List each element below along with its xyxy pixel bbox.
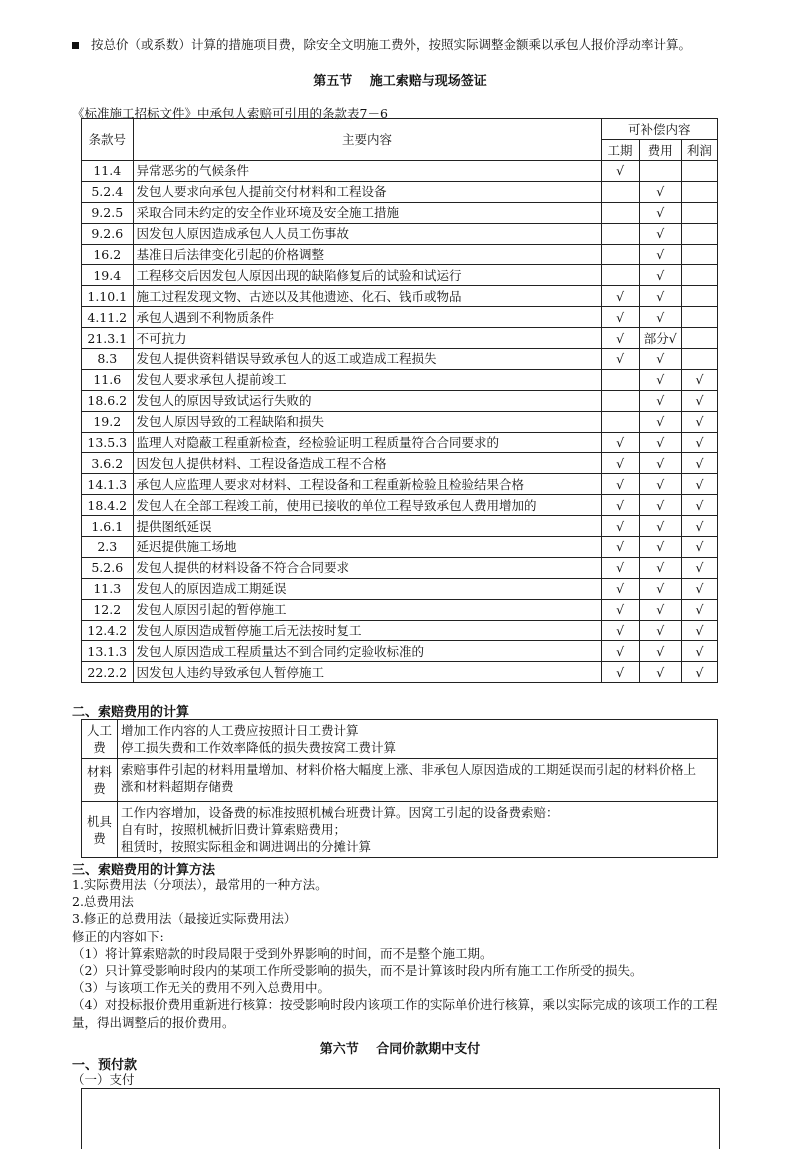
table-row <box>82 286 718 307</box>
table-row <box>82 349 718 370</box>
method-line: 3.修正的总费用法（最接近实际费用法） <box>72 911 297 927</box>
table-row <box>82 620 718 641</box>
table-row <box>82 181 718 202</box>
period-mark: √ <box>601 453 639 474</box>
continued-table-frame <box>81 1088 720 1149</box>
profit-mark: √ <box>681 557 717 578</box>
profit-mark: √ <box>681 537 717 558</box>
profit-mark: √ <box>681 411 717 432</box>
period-mark <box>601 369 639 390</box>
cost-line: 增加工作内容的人工费应按照计日工费计算 <box>121 723 359 738</box>
profit-mark: √ <box>681 453 717 474</box>
cost-mark: √ <box>639 516 681 537</box>
method-line: （1）将计算索赔款的时段局限于受到外界影响的时间，而不是整个施工期。 <box>72 945 493 961</box>
clause-number: 18.4.2 <box>82 495 134 516</box>
cost-label-bottom: 费 <box>93 781 106 796</box>
clause-number: 22.2.2 <box>82 662 134 683</box>
clause-content: 施工过程发现文物、古迹以及其他遗迹、化石、钱币或物品 <box>133 286 601 307</box>
table-row <box>82 369 718 390</box>
clause-content: 发包人提供资料错误导致承包人的返工或造成工程损失 <box>133 349 601 370</box>
table-row <box>82 202 718 223</box>
table-row <box>82 223 718 244</box>
clause-number: 13.5.3 <box>82 432 134 453</box>
clause-content: 不可抗力 <box>133 328 601 349</box>
section-two-title: 二、索赔费用的计算 <box>72 705 190 720</box>
period-mark <box>601 244 639 265</box>
cost-line: 涨和材料超期存储费 <box>121 779 234 794</box>
clause-number: 5.2.4 <box>82 181 134 202</box>
profit-mark: √ <box>681 432 717 453</box>
method-line: （4）对投标报价费用重新进行核算：按受影响时段内该项工作的实际单价进行核算，乘以实际完成的该项工作的工程 <box>72 997 718 1013</box>
table-row <box>82 411 718 432</box>
clause-number: 14.1.3 <box>82 474 134 495</box>
clause-content: 因发包人违约导致承包人暂停施工 <box>133 662 601 683</box>
cost-mark: √ <box>639 390 681 411</box>
profit-mark <box>681 286 717 307</box>
cost-label-bottom: 费 <box>93 740 106 755</box>
period-mark: √ <box>601 599 639 620</box>
header-profit: 利润 <box>681 140 717 161</box>
table-caption: 《标准施工招标文件》中承包人索赔可引用的条款表7－6 <box>72 106 388 121</box>
period-mark: √ <box>601 537 639 558</box>
cost-mark: √ <box>639 453 681 474</box>
clause-number: 21.3.1 <box>82 328 134 349</box>
profit-mark: √ <box>681 390 717 411</box>
cost-description <box>118 759 718 802</box>
clause-number: 11.3 <box>82 578 134 599</box>
intro-bullet: 按总价（或系数）计算的措施项目费，除安全文明施工费外，按照实际调整金额乘以承包人报价浮动率计算。 <box>72 36 772 54</box>
section6-title: 第六节 合同价款期中支付 <box>319 1042 481 1057</box>
clause-number: 12.2 <box>82 599 134 620</box>
table-row <box>82 662 718 683</box>
cost-label <box>82 720 118 759</box>
cost-mark: √ <box>639 432 681 453</box>
period-mark <box>601 223 639 244</box>
cost-mark: √ <box>639 223 681 244</box>
clause-number: 16.2 <box>82 244 134 265</box>
profit-mark <box>681 349 717 370</box>
period-mark <box>601 202 639 223</box>
clause-number: 5.2.6 <box>82 557 134 578</box>
profit-mark: √ <box>681 620 717 641</box>
header-compensable: 可补偿内容 <box>601 119 718 140</box>
clause-content: 发包人的原因导致试运行失败的 <box>133 390 601 411</box>
profit-mark: √ <box>681 578 717 599</box>
cost-mark: √ <box>639 599 681 620</box>
section-three-title: 三、索赔费用的计算方法 <box>72 863 216 878</box>
table-row <box>82 244 718 265</box>
method-line: 2.总费用法 <box>72 894 134 910</box>
method-line: （3）与该项工作无关的费用不列入总费用中。 <box>72 980 330 996</box>
clause-number: 9.2.6 <box>82 223 134 244</box>
cost-mark: √ <box>639 181 681 202</box>
clause-number: 19.2 <box>82 411 134 432</box>
clause-content: 基准日后法律变化引起的价格调整 <box>133 244 601 265</box>
clause-content: 监理人对隐蔽工程重新检查，经检验证明工程质量符合合同要求的 <box>133 432 601 453</box>
period-mark: √ <box>601 328 639 349</box>
cost-label-bottom: 费 <box>93 830 106 846</box>
method-line: 量，得出调整后的报价费用。 <box>72 1014 235 1030</box>
table-row <box>82 390 718 411</box>
clause-content: 工程移交后因发包人原因出现的缺陷修复后的试验和试运行 <box>133 265 601 286</box>
table-row <box>82 537 718 558</box>
cost-mark: √ <box>639 286 681 307</box>
table-row <box>82 557 718 578</box>
cost-row <box>82 720 718 759</box>
profit-mark: √ <box>681 495 717 516</box>
claims-table <box>81 118 718 683</box>
period-mark: √ <box>601 161 639 182</box>
table-row <box>82 432 718 453</box>
period-mark <box>601 265 639 286</box>
cost-row <box>82 759 718 802</box>
cost-label <box>82 802 118 858</box>
cost-mark: √ <box>639 202 681 223</box>
table-row <box>82 265 718 286</box>
method-line: （2）只计算受影响时段内的某项工作所受影响的损失，而不是计算该时段内所有施工工作所受的损失。 <box>72 963 643 979</box>
clause-content: 延迟提供施工场地 <box>133 537 601 558</box>
cost-mark: √ <box>639 349 681 370</box>
cost-mark: √ <box>639 557 681 578</box>
clause-number: 9.2.5 <box>82 202 134 223</box>
table-row <box>82 578 718 599</box>
cost-label <box>82 759 118 802</box>
profit-mark <box>681 181 717 202</box>
cost-mark: √ <box>639 265 681 286</box>
period-mark: √ <box>601 578 639 599</box>
clause-content: 发包人原因造成暂停施工后无法按时复工 <box>133 620 601 641</box>
period-mark: √ <box>601 662 639 683</box>
clause-content: 采取合同未约定的安全作业环境及安全施工措施 <box>133 202 601 223</box>
period-mark: √ <box>601 432 639 453</box>
clause-content: 发包人要求向承包人提前交付材料和工程设备 <box>133 181 601 202</box>
clause-number: 13.1.3 <box>82 641 134 662</box>
clause-content: 发包人原因引起的暂停施工 <box>133 599 601 620</box>
cost-mark <box>639 161 681 182</box>
header-period: 工期 <box>601 140 639 161</box>
clause-number: 1.10.1 <box>82 286 134 307</box>
clause-content: 因发包人原因造成承包人人员工伤事故 <box>133 223 601 244</box>
cost-table <box>81 719 718 858</box>
period-mark: √ <box>601 474 639 495</box>
cost-label-top: 机具 <box>86 813 112 829</box>
clause-number: 2.3 <box>82 537 134 558</box>
prepay-sub: （一）支付 <box>72 1072 135 1087</box>
cost-line: 工作内容增加，设备费的标准按照机械台班费计算。因窝工引起的设备费索赔： <box>121 805 559 820</box>
table-row <box>82 495 718 516</box>
period-mark: √ <box>601 286 639 307</box>
cost-mark: √ <box>639 474 681 495</box>
bullet-square-icon <box>72 42 79 49</box>
period-mark <box>601 390 639 411</box>
clause-number: 19.4 <box>82 265 134 286</box>
method-line: 1.实际费用法（分项法），最常用的一种方法。 <box>72 877 328 892</box>
cost-mark: √ <box>639 537 681 558</box>
clause-number: 3.6.2 <box>82 453 134 474</box>
cost-label-top: 人工 <box>86 723 112 738</box>
profit-mark <box>681 202 717 223</box>
clause-content: 承包人应监理人要求对材料、工程设备和工程重新检验且检验结果合格 <box>133 474 601 495</box>
profit-mark <box>681 244 717 265</box>
clause-number: 12.4.2 <box>82 620 134 641</box>
cost-mark: √ <box>639 307 681 328</box>
cost-line: 索赔事件引起的材料用量增加、材料价格大幅度上涨、非承包人原因造成的工期延误而引起的材料价格上 <box>121 762 697 777</box>
period-mark: √ <box>601 641 639 662</box>
table-row <box>82 161 718 182</box>
period-mark: √ <box>601 620 639 641</box>
clause-number: 11.6 <box>82 369 134 390</box>
clause-content: 提供图纸延误 <box>133 516 601 537</box>
clause-content: 发包人要求承包人提前竣工 <box>133 369 601 390</box>
profit-mark: √ <box>681 599 717 620</box>
period-mark <box>601 181 639 202</box>
profit-mark <box>681 223 717 244</box>
profit-mark <box>681 307 717 328</box>
profit-mark: √ <box>681 474 717 495</box>
cost-line: 停工损失费和工作效率降低的损失费按窝工费计算 <box>121 740 397 755</box>
header-content: 主要内容 <box>133 119 601 161</box>
cost-mark: 部分√ <box>639 328 681 349</box>
cost-mark: √ <box>639 244 681 265</box>
methods-list <box>72 876 772 1031</box>
table-row <box>82 641 718 662</box>
period-mark: √ <box>601 349 639 370</box>
clause-number: 11.4 <box>82 161 134 182</box>
cost-mark: √ <box>639 620 681 641</box>
table-row <box>82 307 718 328</box>
table-row <box>82 474 718 495</box>
period-mark <box>601 411 639 432</box>
clause-content: 异常恶劣的气候条件 <box>133 161 601 182</box>
period-mark: √ <box>601 557 639 578</box>
clause-content: 发包人在全部工程竣工前，使用已接收的单位工程导致承包人费用增加的 <box>133 495 601 516</box>
period-mark: √ <box>601 495 639 516</box>
profit-mark <box>681 265 717 286</box>
cost-description <box>118 802 718 858</box>
cost-mark: √ <box>639 495 681 516</box>
period-mark: √ <box>601 516 639 537</box>
profit-mark: √ <box>681 662 717 683</box>
prepay-title: 一、预付款 <box>72 1058 138 1073</box>
profit-mark: √ <box>681 516 717 537</box>
table-row <box>82 599 718 620</box>
cost-label-top: 材料 <box>86 764 112 779</box>
profit-mark <box>681 328 717 349</box>
section5-title: 第五节 施工索赔与现场签证 <box>313 74 487 89</box>
cost-description <box>118 720 718 759</box>
clause-content: 发包人的原因造成工期延误 <box>133 578 601 599</box>
clause-content: 发包人原因导致的工程缺陷和损失 <box>133 411 601 432</box>
header-cost: 费用 <box>639 140 681 161</box>
cost-mark: √ <box>639 369 681 390</box>
method-line: 修正的内容如下: <box>72 928 164 944</box>
header-clause: 条款号 <box>82 119 134 161</box>
cost-line: 租赁时，按照实际租金和调进调出的分摊计算 <box>121 839 372 854</box>
cost-mark: √ <box>639 411 681 432</box>
clause-number: 4.11.2 <box>82 307 134 328</box>
table-row <box>82 453 718 474</box>
profit-mark: √ <box>681 369 717 390</box>
clause-content: 发包人原因造成工程质量达不到合同约定验收标准的 <box>133 641 601 662</box>
profit-mark: √ <box>681 641 717 662</box>
table-row <box>82 516 718 537</box>
clause-number: 8.3 <box>82 349 134 370</box>
clause-number: 1.6.1 <box>82 516 134 537</box>
clause-content: 承包人遇到不利物质条件 <box>133 307 601 328</box>
table-row <box>82 328 718 349</box>
cost-mark: √ <box>639 662 681 683</box>
profit-mark <box>681 161 717 182</box>
cost-mark: √ <box>639 641 681 662</box>
clause-content: 发包人提供的材料设备不符合合同要求 <box>133 557 601 578</box>
cost-row <box>82 802 718 858</box>
clause-number: 18.6.2 <box>82 390 134 411</box>
period-mark: √ <box>601 307 639 328</box>
cost-line: 自有时，按照机械折旧费计算索赔费用； <box>121 822 347 837</box>
clause-content: 因发包人提供材料、工程设备造成工程不合格 <box>133 453 601 474</box>
cost-mark: √ <box>639 578 681 599</box>
